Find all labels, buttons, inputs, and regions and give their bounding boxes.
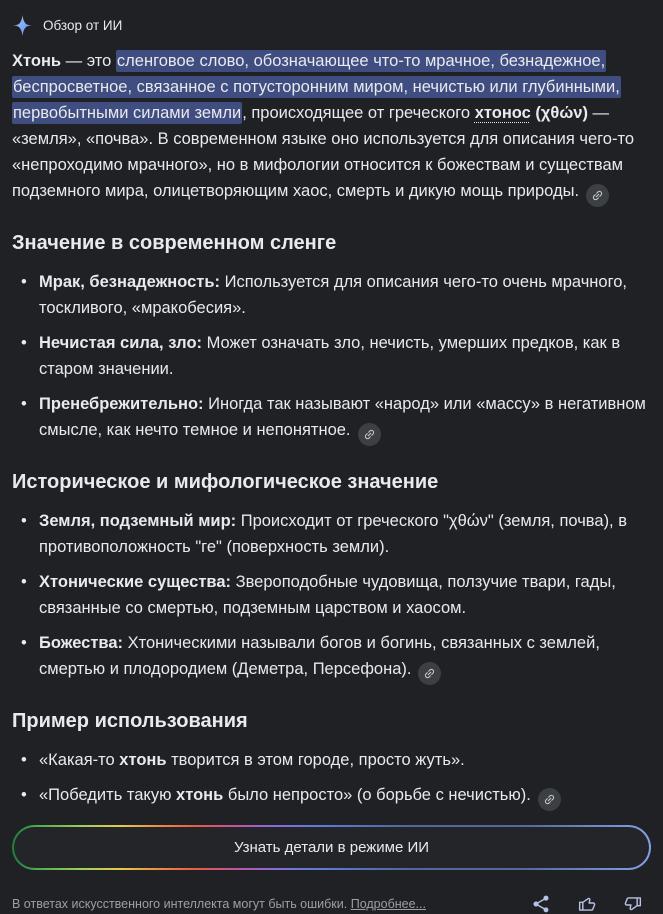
source-link-chip[interactable] [586, 184, 609, 207]
sections-container [12, 231, 651, 811]
text-segment: Божества: [39, 634, 124, 652]
text-segment: Может означать зло, нечисть, умерших предков, как в старом значении. [39, 334, 621, 378]
gemini-sparkle-icon [12, 15, 33, 36]
footer [12, 894, 651, 914]
details-button[interactable] [14, 827, 649, 868]
footer-disclaimer [12, 897, 426, 911]
text-segment: творится в этом городе, просто жуть». [166, 751, 465, 769]
link-icon [588, 186, 606, 204]
section-title: Значение в современном сленге [12, 232, 337, 254]
section-title: Пример использования [12, 710, 248, 732]
text-segment: хтонь [119, 751, 167, 769]
text-segment: Хтонические существа: [39, 573, 232, 591]
bullet-item [12, 269, 651, 321]
more-info-link[interactable]: Подробнее... [350, 897, 426, 911]
intro-paragraph [12, 48, 651, 207]
source-link-chip[interactable] [358, 423, 381, 446]
section-title: Историческое и мифологическое значение [12, 471, 439, 493]
details-button-border [12, 825, 651, 870]
text-segment: Происходит от греческого "χθών" (земля, почва), в противоположность "ге" (поверхность земли). [39, 512, 627, 556]
text-segment: — «земля», «почва». В современном языке оно используется для описания чего-то «непроходимо мрачного», но в мифологии относится к божествам и существам подземного мира, олицетворяющим хаос, смерть и дикую мощь природы. [12, 104, 635, 200]
text-segment: Используется для описания чего-то очень мрачного, тоскливого, «мракобесия». [39, 273, 628, 317]
highlighted-text: сленговое слово, обозначающее что-то мрачное, безнадежное, беспросветное, связанное с потусторонним миром, нечистью или глубинными, первобытными силами земли [13, 52, 620, 122]
thumbs-down-icon [623, 894, 643, 914]
disclaimer-text: В ответах искусственного интеллекта могут быть ошибки. [12, 897, 348, 911]
ai-overview-title: Обзор от ИИ [43, 17, 123, 33]
text-segment: Нечистая сила, зло: [39, 334, 203, 352]
bullet-item [12, 747, 651, 773]
section [12, 231, 651, 446]
bullet-item [12, 508, 651, 560]
text-segment: Хтонь [12, 52, 62, 70]
link-icon [360, 425, 378, 443]
text-segment: , происходящее от греческого [242, 104, 475, 122]
footer-actions [531, 894, 643, 914]
source-link-chip[interactable] [418, 662, 441, 685]
text-segment: — это [61, 52, 116, 70]
text-segment: «Какая-то [39, 751, 120, 769]
bullet-item [12, 391, 651, 446]
text-segment: Пренебрежительно: [39, 395, 204, 413]
bullet-list [12, 508, 651, 685]
text-segment: Иногда так называют «народ» или «массу» в негативном смысле, как нечто темное и непонятное. [39, 395, 646, 439]
thumbs-down-button[interactable] [623, 894, 643, 914]
text-segment: «Победить такую [39, 786, 177, 804]
thumbs-up-button[interactable] [577, 894, 597, 914]
details-button-label: Узнать детали в режиме ИИ [233, 839, 430, 856]
section [12, 709, 651, 811]
bullet-item [12, 782, 651, 811]
text-segment: Мрак, безнадежность: [39, 273, 220, 291]
text-segment: было непросто» (о борьбе с нечистью). [223, 786, 531, 804]
bullet-list [12, 269, 651, 446]
thumbs-up-icon [577, 894, 597, 914]
term-link[interactable]: хтонос [474, 104, 531, 122]
link-icon [540, 790, 558, 808]
text-segment: (χθών) [530, 104, 588, 122]
text-segment: Звероподобные чудовища, ползучие твари, гады, связанные со смертью, подземным царством и хаосом. [39, 573, 616, 617]
text-segment: Хтоническими называли богов и богинь, связанных с землей, смертью и плодородием (Деметра, Персефона). [39, 634, 600, 678]
bullet-item [12, 630, 651, 685]
link-icon [421, 664, 439, 682]
bullet-list [12, 747, 651, 811]
text-segment: хтонь [176, 786, 224, 804]
section [12, 470, 651, 685]
share-button[interactable] [531, 894, 551, 914]
ai-overview-header [12, 14, 651, 36]
bullet-item [12, 330, 651, 382]
bullet-item [12, 569, 651, 621]
text-segment: Земля, подземный мир: [39, 512, 237, 530]
source-link-chip[interactable] [538, 788, 561, 811]
share-icon [531, 894, 551, 914]
